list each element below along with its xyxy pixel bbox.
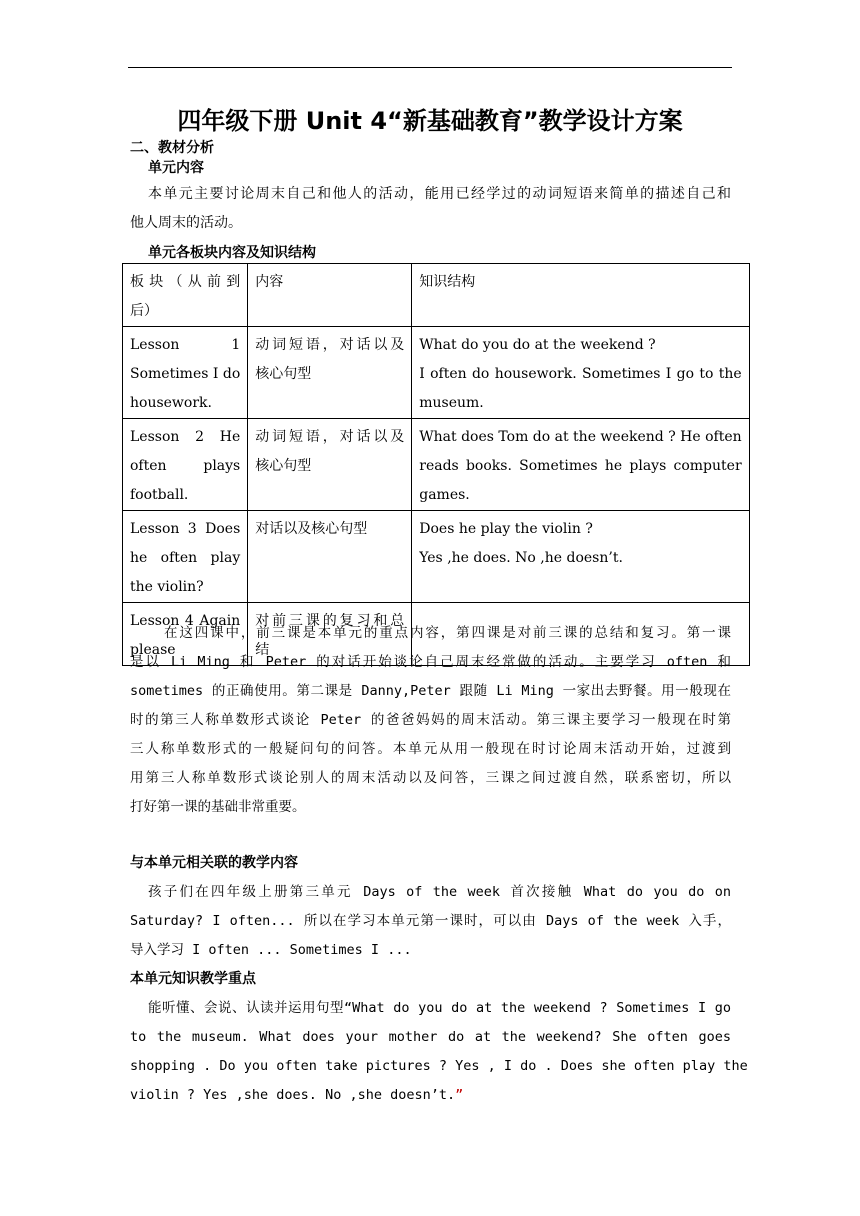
table-row <box>123 511 750 603</box>
related-paragraph <box>130 878 731 965</box>
table-heading: 单元各板块内容及知识结构 <box>148 245 316 261</box>
text-line: 打好第一课的基础非常重要。 <box>130 799 306 815</box>
key-points-heading: 本单元知识教学重点 <box>130 971 256 987</box>
cell-line: housework. <box>130 395 212 411</box>
cell-line: reads books. Sometimes he plays computer <box>419 458 742 474</box>
cell-line: 核心句型 <box>255 366 312 382</box>
cell-line: 结 <box>255 642 270 658</box>
page-title: 四年级下册 Unit 4“新基础教育”教学设计方案 <box>177 107 683 135</box>
cell-line: he often play <box>130 550 241 566</box>
cell-line: museum. <box>419 395 484 411</box>
cell-line: Lesson 2 He <box>130 429 241 445</box>
cell-line: 后） <box>130 303 158 319</box>
text-line: Saturday? I often... 所以在学习本单元第一课时，可以由 Days of the week 入手， <box>130 913 731 929</box>
header-cell-block <box>123 264 248 327</box>
cell-line: 板块（从前到 <box>130 274 241 290</box>
text-line: 他人周末的活动。 <box>130 215 242 231</box>
cell-line: What do you do at the weekend ? <box>419 337 656 353</box>
text-line: sometimes 的正确使用。第二课是 Danny,Peter 跟随 Li Ming 一家出去野餐。用一般现在 <box>130 683 731 699</box>
knowledge-cell <box>412 419 749 511</box>
closing-quote: ” <box>455 1087 464 1103</box>
text-line: 孩子们在四年级上册第三单元 Days of the week 首次接触 What do you do on <box>148 884 731 900</box>
block-cell <box>123 327 248 419</box>
text-line <box>130 1081 731 1110</box>
content-cell <box>248 327 412 419</box>
text-line: 时的第三人称单数形式谈论 Peter 的爸爸妈妈的周末活动。第三课主要学习一般现在时第 <box>130 712 731 728</box>
cell-line: games. <box>419 487 470 503</box>
cell-line: Does he play the violin ? <box>419 521 593 537</box>
text-line: 能听懂、会说、认读并运用句型“What do you do at the weekend ? Sometimes I go <box>148 1000 731 1016</box>
key-points-paragraph <box>130 994 748 1110</box>
cell-line: Lesson 4 Again <box>130 613 241 629</box>
cell-line: Lesson 3 Does <box>130 521 241 537</box>
cell-line: football. <box>130 487 189 503</box>
cell-line: What does Tom do at the weekend ? He often <box>419 429 742 445</box>
related-heading: 与本单元相关联的教学内容 <box>130 855 298 871</box>
unit-content-heading: 单元内容 <box>148 160 204 176</box>
text-line: 本单元主要讨论周末自己和他人的活动，能用已经学过的动词短语来简单的描述自己和 <box>148 186 731 202</box>
cell-line: 内容 <box>255 274 284 290</box>
text-line: 导入学习 I often ... Sometimes I ... <box>130 942 412 958</box>
header-cell-knowledge <box>412 264 749 327</box>
table-header-row <box>123 264 750 327</box>
cell-line: Lesson 1 <box>130 337 241 353</box>
table-row <box>123 327 750 419</box>
block-cell <box>123 511 248 603</box>
section-heading: 二、教材分析 <box>130 140 214 156</box>
text-line: 三人称单数形式的一般疑问句的问答。本单元从用一般现在时讨论周末活动开始，过渡到 <box>130 741 731 757</box>
cell-line: 动词短语，对话以及 <box>255 337 405 353</box>
text-line: to the museum. What does your mother do at the weekend? She often goes <box>130 1029 731 1045</box>
text-line: 在这四课中，前三课是本单元的重点内容，第四课是对前三课的总结和复习。第一课 <box>164 625 731 641</box>
cell-line: Yes ,he does. No ,he doesn’t. <box>419 550 623 566</box>
knowledge-cell <box>412 511 749 603</box>
cell-line: Sometimes I do <box>130 366 241 382</box>
block-cell <box>123 419 248 511</box>
content-cell <box>248 419 412 511</box>
content-cell <box>248 511 412 603</box>
analysis-paragraph <box>130 619 731 822</box>
cell-line: 对话以及核心句型 <box>255 521 368 537</box>
cell-line: 对前三课的复习和总 <box>255 613 405 629</box>
cell-line: often plays <box>130 458 241 474</box>
knowledge-cell <box>412 327 749 419</box>
text-line-content: violin ? Yes ,she does. No ,she doesn’t. <box>130 1087 456 1103</box>
unit-content-paragraph <box>130 180 731 238</box>
text-line: 用第三人称单数形式谈论别人的周末活动以及问答，三课之间过渡自然，联系密切，所以 <box>130 770 731 786</box>
cell-line: the violin? <box>130 579 204 595</box>
cell-line: 知识结构 <box>419 274 476 290</box>
text-line: shopping . Do you often take pictures ? Yes , I do . Does she often play the <box>130 1058 748 1074</box>
knowledge-structure-table <box>122 263 750 666</box>
cell-line: 动词短语，对话以及 <box>255 429 405 445</box>
header-rule <box>128 67 732 68</box>
table-row <box>123 419 750 511</box>
cell-line: I often do housework. Sometimes I go to the <box>419 366 742 382</box>
cell-line: 核心句型 <box>255 458 312 474</box>
text-line: 是以 Li Ming 和 Peter 的对话开始谈论自己周末经常做的活动。主要学习 often 和 <box>130 654 731 670</box>
header-cell-content <box>248 264 412 327</box>
cell-line: please <box>130 642 176 658</box>
